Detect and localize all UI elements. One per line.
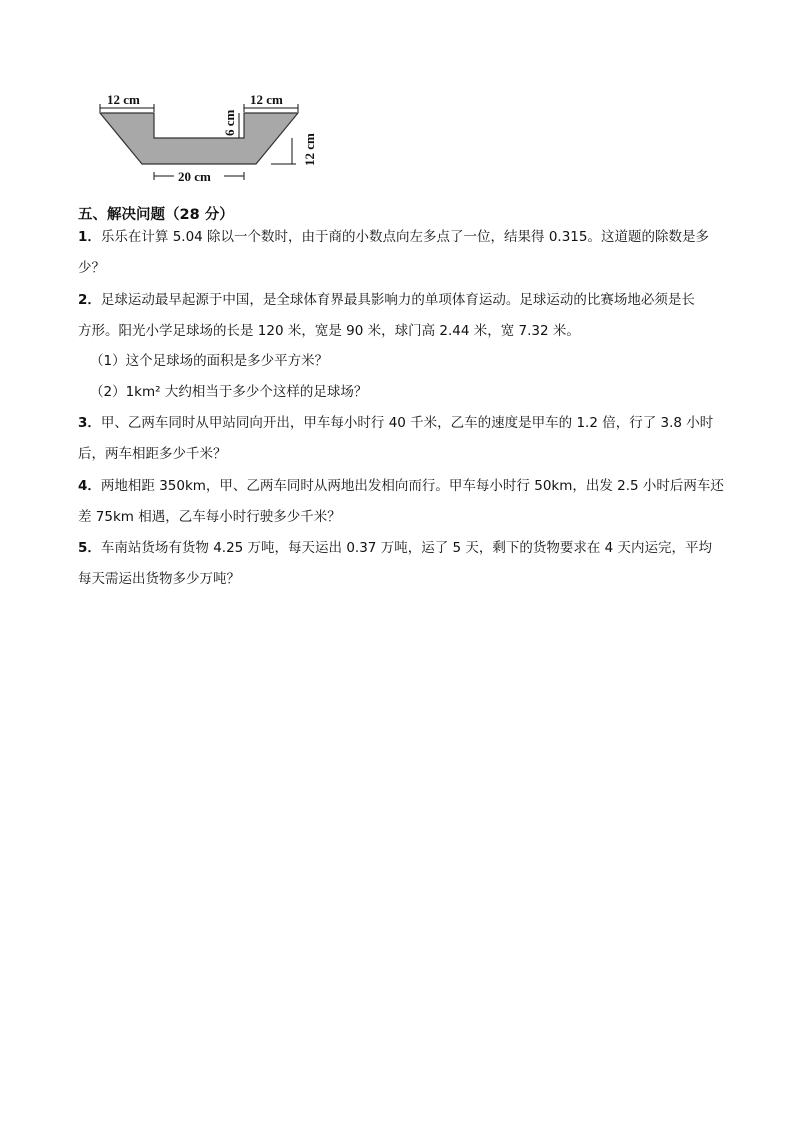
question-text: 两地相距 350km，甲、乙两车同时从两地出发相向而行。甲车每小时行 50km，出发 2.5 小时后两车还 xyxy=(100,478,724,494)
question-text: 甲、乙两车同时从甲站同向开出，甲车每小时行 40 千米，乙车的速度是甲车的 1.2 倍，行了 3.8 小时 xyxy=(100,415,714,431)
question-text: 足球运动最早起源于中国，是全球体育界最具影响力的单项体育运动。足球运动的比赛场地必须是长 xyxy=(100,292,695,308)
question-text: 差 75km 相遇，乙车每小时行驶多少千米？ xyxy=(78,509,341,525)
label-top-right: 12 cm xyxy=(250,92,283,107)
question-number: 1． xyxy=(78,229,101,245)
question-5 xyxy=(78,533,748,595)
question-text: 后，两车相距多少千米？ xyxy=(78,446,227,462)
question-text: 车南站货场有货物 4.25 万吨，每天运出 0.37 万吨，运了 5 天，剩下的货物要求在 4 天内运完，平均 xyxy=(100,540,713,556)
question-1 xyxy=(78,222,748,284)
shaded-shape xyxy=(100,113,298,164)
question-text: 方形。阳光小学足球场的长是 120 米，宽是 90 米，球门高 2.44 米，宽 7.32 米。 xyxy=(78,323,580,339)
label-inner-height: 6 cm xyxy=(222,109,237,136)
question-2-sub-2: （2）1km² 大约相当于多少个这样的足球场？ xyxy=(90,384,368,400)
label-top-left: 12 cm xyxy=(107,92,140,107)
label-right-height: 12 cm xyxy=(302,133,317,166)
question-text: 乐乐在计算 5.04 除以一个数时，由于商的小数点向左多点了一位，结果得 0.315。这道题的除数是多 xyxy=(100,229,709,245)
question-2 xyxy=(78,285,748,347)
label-bottom: 20 cm xyxy=(178,169,211,184)
trapezoid-notch-figure xyxy=(96,90,326,190)
question-number: 3． xyxy=(78,415,101,431)
question-3 xyxy=(78,408,748,470)
question-number: 5． xyxy=(78,540,101,556)
question-number: 2． xyxy=(78,292,101,308)
question-4 xyxy=(78,471,748,533)
question-2-sub-1: （1）这个足球场的面积是多少平方米？ xyxy=(90,353,329,369)
question-text: 少？ xyxy=(78,260,105,276)
section-title: 五、解决问题（28 分） xyxy=(78,207,234,223)
question-text: 每天需运出货物多少万吨？ xyxy=(78,571,240,587)
question-number: 4． xyxy=(78,478,101,494)
